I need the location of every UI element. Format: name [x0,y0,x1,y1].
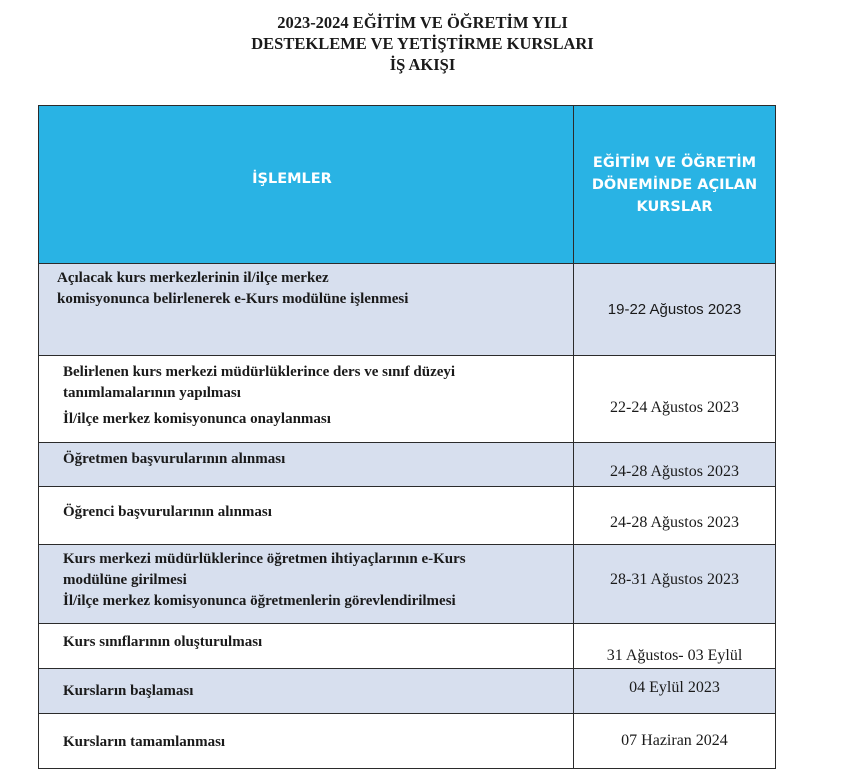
row-5-task [39,545,574,624]
row-4-date: 24-28 Ağustos 2023 [574,487,776,545]
table-row [39,264,776,356]
header-courses-period: EĞİTİM VE ÖĞRETİM DÖNEMİNDE AÇILAN KURSLAR [574,106,776,264]
table-row [39,545,776,624]
title-line-1: 2023-2024 EĞİTİM VE ÖĞRETİM YILI [277,13,568,32]
task-line: tanımlamalarının yapılması [63,385,241,401]
task-line: Kursların tamamlanması [63,734,226,750]
document-title [0,12,845,75]
task-line: Belirlenen kurs merkezi müdürlüklerince ders ve sınıf düzeyi [63,364,456,380]
task-line: İl/ilçe merkez komisyonunca öğretmenlerin görevlendirilmesi [63,593,456,609]
task-line: komisyonunca belirlenerek e-Kurs modülüne işlenmesi [57,291,409,307]
workflow-table [38,105,776,769]
table-row [39,356,776,443]
row-3-task [39,443,574,487]
table-row [39,443,776,487]
row-6-date: 31 Ağustos- 03 Eylül [574,624,776,669]
row-1-task [39,264,574,356]
row-1-date: 19-22 Ağustos 2023 [574,264,776,356]
row-7-task [39,669,574,714]
table-row [39,487,776,545]
title-line-2: DESTEKLEME VE YETİŞTİRME KURSLARI [251,34,594,53]
task-line: Öğretmen başvurularının alınması [63,451,286,467]
table-row [39,624,776,669]
header-islemler: İŞLEMLER [39,106,574,264]
task-line: Öğrenci başvurularının alınması [63,504,272,520]
row-5-date: 28-31 Ağustos 2023 [574,545,776,624]
row-2-date: 22-24 Ağustos 2023 [574,356,776,443]
row-8-date: 07 Haziran 2024 [574,714,776,769]
row-6-task [39,624,574,669]
row-7-date: 04 Eylül 2023 [574,669,776,714]
task-line: Kurs sınıflarının oluşturulması [63,634,263,650]
task-line: İl/ilçe merkez komisyonunca onaylanması [63,411,331,427]
table-header-row [39,106,776,264]
row-4-task [39,487,574,545]
task-line: Kurs merkezi müdürlüklerince öğretmen ihtiyaçlarının e-Kurs [63,551,466,567]
task-line: modülüne girilmesi [63,572,187,588]
task-line: Kursların başlaması [63,683,194,699]
table-row [39,669,776,714]
table-row [39,714,776,769]
task-line: Açılacak kurs merkezlerinin il/ilçe merkez [57,270,329,286]
row-3-date: 24-28 Ağustos 2023 [574,443,776,487]
row-8-task [39,714,574,769]
row-2-task [39,356,574,443]
title-line-3: İŞ AKIŞI [389,55,456,74]
